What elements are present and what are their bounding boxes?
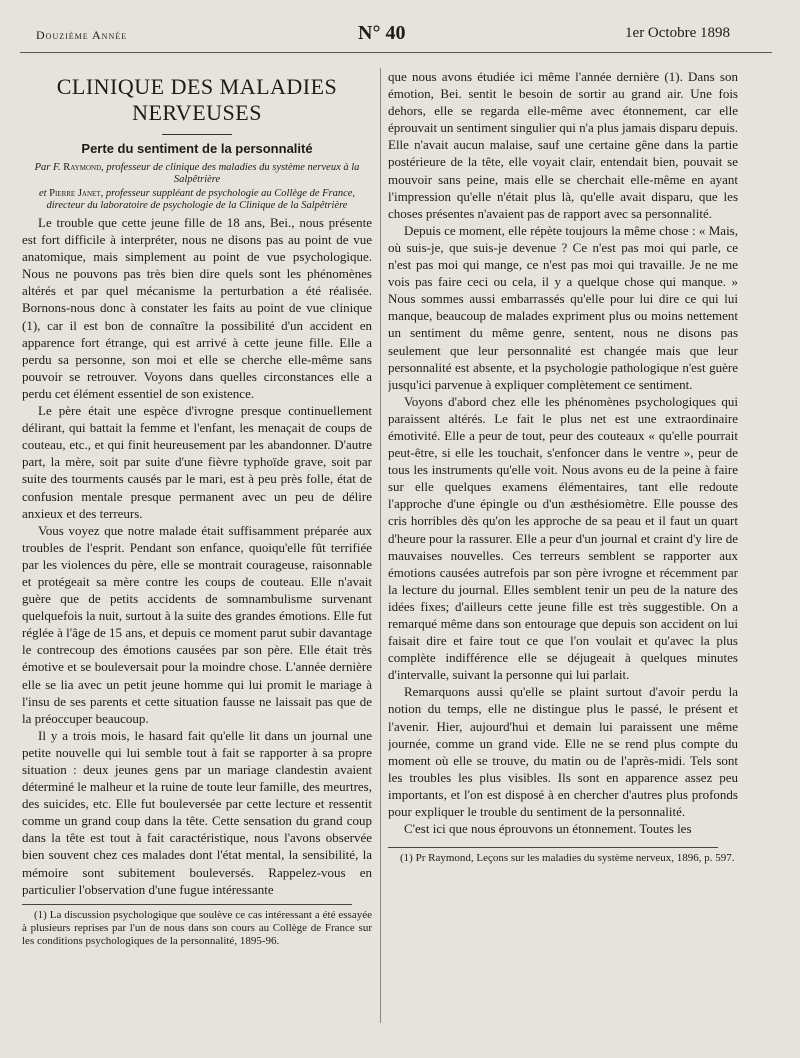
body-paragraph: Le trouble que cette jeune fille de 18 ans, Bei., nous présente est fort difficile à interpréter, nous ne disons pas au point de vue anatomique, mais simplement au point de vue psychologique. Nous ne pouvons pas très bien dire quels sont les phénomènes altérés et par quel mécanisme la perturbation a été réalisée. Bornons-nous donc à constater les faits au point de vue clinique (1), car il est bon de connaître la possibilité d'un accident en apparence fort étrange, qui est arrivé à cette jeune fille. Elle a perdu sa personne, son moi et elle se cherche elle-même sans pouvoir se retrouver. Voyons dans quelles circonstances elle a perdu cet élément essentiel de son existence. — [22, 215, 372, 401]
body-paragraph: C'est ici que nous éprouvons un étonnement. Toutes les — [404, 821, 692, 837]
footnote: (1) Pr Raymond, Leçons sur les maladies du système nerveux, 1896, p. 597. — [400, 852, 735, 865]
issue-date: 1er Octobre 1898 — [625, 25, 730, 41]
right-column — [388, 68, 738, 1053]
footnote-rule — [388, 847, 718, 848]
body-paragraph: Remarquons aussi qu'elle se plaint surtout d'avoir perdu la notion du temps, elle ne distingue plus le passé, le présent et l'avenir. Hier, aujourd'hui et demain lui paraissent une même journée, comme un grand vide. Elle ne se rend plus compte du moment où elle se trouve, du matin ou de l'après-midi. Tels sont les troubles les plus visibles. Ils sont en apparence assez peu importants, et l'on est disposé à en chercher d'autres plus profonds pour expliquer le trouble du sentiment de la personnalité. — [388, 684, 738, 820]
footnote-rule — [22, 904, 352, 905]
body-paragraph: Le père était une espèce d'ivrogne presque continuellement délirant, qui battait la femme et l'enfant, les menaçait de coups de couteau, etc., et qui finit heureusement par les abandonner. D'autre part, la mère, soit par suite d'une fièvre typhoïde grave, soit par suite des tourments causés par le mari, est à peu près folle, état de confusion mentale presque permanent avec un peu de délire anxieux et des terreurs. — [22, 403, 372, 521]
author-byline-2 — [22, 188, 372, 212]
body-paragraph: Vous voyez que notre malade était suffisamment préparée aux troubles de l'esprit. Pendant son enfance, quoiqu'elle fût terrifiée par les violences du père, elle se montrait courageuse, raisonnable et protégeait sa mère contre les coups de couteau. Elle n'avait guère que de petits accidents de somnambulisme survenant quelquefois la nuit, surtout à la suite des grandes émotions. Elle fut réglée à l'âge de 15 ans, et depuis ce moment parut subir davantage le contrecoup des émotions causées par son père. Elle était très émotive et se bouleversait pour la moindre chose. L'année dernière elle se lia avec un petit jeune homme qui lui promit le mariage à l'insu de ses parents et cette situation fausse ne laissait pas que de la préoccuper beaucoup. — [22, 522, 372, 726]
author-affiliation: , professeur de clinique des maladies du système nerveux à la Salpêtrière — [101, 162, 360, 185]
author-name: Pierre Janet — [49, 188, 101, 199]
byline-prefix: Par F. — [34, 162, 64, 173]
author-affiliation: , professeur suppléant de psychologie au Collège de France, directeur du laboratoire de psychologie de la Clinique de la Salpêtrière — [46, 188, 356, 211]
section-title: CLINIQUE DES MALADIES NERVEUSES — [56, 74, 338, 125]
body-paragraph: Depuis ce moment, elle répète toujours la même chose : « Mais, où suis-je, que suis-je devenue ? Ce n'est pas moi qui parle, ce n'est pas moi qui mange, ce n'est pas moi qui travaille. Je ne me vois pas faire ceci ou cela, il y a quelque chose qui manque. » Nous sommes aussi embarrassés qu'elle pour lui dire ce qui lui manque, beaucoup de malades expriment plus ou moins nettement un sentiment du même genre, sentent, nous ne disons pas seulement que leur personnalité est changée mais que leur personnalité est absente, et la psychologie pathologique n'est guère jusqu'ici parvenue à expliquer complètement ce sentiment. — [388, 222, 738, 392]
title-divider — [162, 134, 232, 135]
body-paragraph: Voyons d'abord chez elle les phénomènes psychologiques qui paraissent altérés. Le fait le plus net est une extraordinaire émotivité. Elle a peur de tout, peur des couteaux « qu'elle pourrait peut-être, si elle les touchait, s'enfoncer dans le ventre », peur de tous les instruments qu'elle voit. Nous avons eu de la peine à faire sur elle quelques examens élémentaires, tant elle redoute l'approche d'une épingle ou d'un æsthésiomètre. Elle pousse des cris horribles dès qu'on les approche de sa peau et il faut un quart d'heure pour la rassurer. Elle a peur d'un journal et craint d'y lire de mauvaises nouvelles. Ces terreurs semblent se rapporter aux émotions causées autrefois par son père ivrogne et récemment par la lecture du journal. Elles semblent tenir un peu de la nature des idées fixes; d'ailleurs cette jeune fille est très suggestible. On a remarqué même dans son entourage que depuis son accident on lui faisait dire et faire tout ce que l'on voulait et qu'avec la plus complète indifférence elle se déjugeait à quelques minutes d'intervalle, suivant la personne qui lui parlait. — [388, 393, 738, 683]
header-rule — [20, 52, 772, 53]
running-header — [36, 22, 730, 48]
article-title: Perte du sentiment de la personnalité — [81, 141, 313, 156]
left-column — [22, 68, 372, 1053]
byline-prefix: et — [38, 188, 50, 199]
header-year: Douzième Année — [36, 28, 127, 42]
author-byline-1 — [22, 162, 372, 186]
issue-number: N° 40 — [358, 22, 406, 44]
footnote: (1) La discussion psychologique que soulève ce cas intéressant a été essayée à plusieurs reprises par l'un de nous dans son cours au Collège de France sur les conditions psychologiques de la personnalité, 1895-96. — [22, 908, 372, 947]
body-paragraph: Il y a trois mois, le hasard fait qu'elle lit dans un journal une petite nouvelle qui lui semble tout à fait se rapporter à sa propre situation : deux jeunes gens par un mariage clandestin avaient déterminé le malheur et la ruine de toute leur famille, des meurtres, des suicides, etc. Elle fut bouleversée par cette lecture et ressentit comme un grand coup dans la tête. Cette sensation du grand coup dans la tête est tout à fait caractéristique, nous l'avons observée bien souvent chez ces malades dont l'état mental, la sensibilité, la mémoire sont subitement bouleversés. Rappelez-vous en particulier l'observation d'une fugue intéressante — [22, 727, 372, 897]
author-name: Raymond — [63, 162, 102, 173]
column-divider — [380, 68, 381, 1023]
body-paragraph: que nous avons étudiée ici même l'année dernière (1). Dans son émotion, Bei. sentit le besoin de sortir au grand air. Une fois dehors, elle se regarda elle-même avec étonnement, car elle éprouvait un sentiment singulier qui n'a plus jamais disparu depuis. Elle n'avait aucun malaise, sauf une certaine gêne dans la partie postérieure de la tête, elle voyait clair, entendait bien, pouvait se mouvoir sans peine, mais elle se cherchait elle-même en ayant l'impression qu'elle n'était plus là, qu'elle avait disparu, que les choses présentes n'avaient pas de rapport avec sa personnalité. — [388, 69, 738, 221]
